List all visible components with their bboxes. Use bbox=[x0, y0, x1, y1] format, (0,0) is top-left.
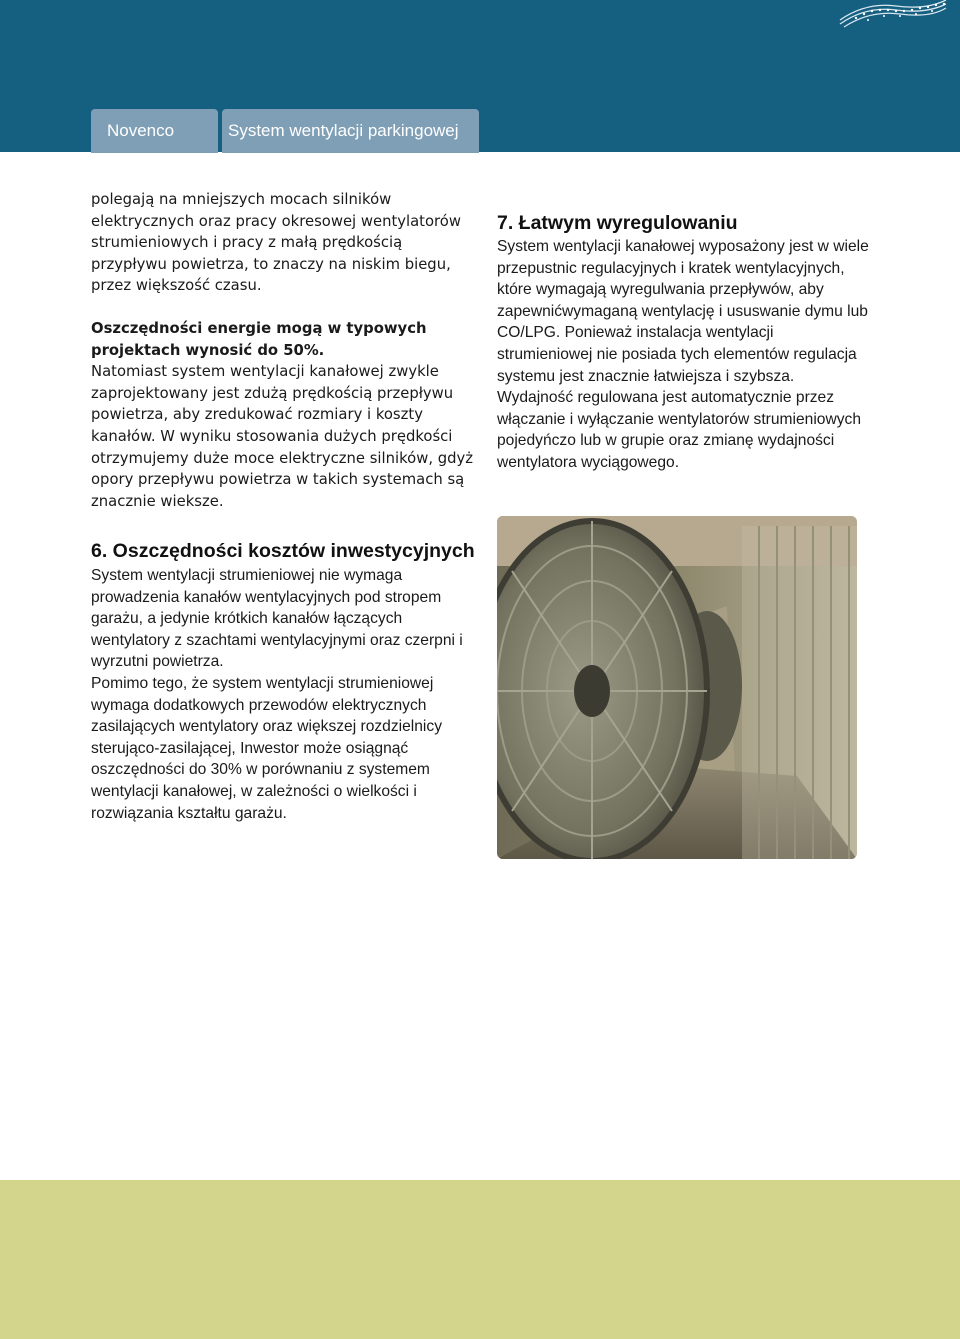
section-6 bbox=[91, 537, 476, 824]
section-7-heading: 7. Łatwym wyregulowaniu bbox=[497, 212, 738, 234]
left-column-intro bbox=[91, 189, 476, 512]
duct-comparison-a: Natomiast system wentylacji kanałowej zwykle zaprojektowany jest zdużą prędkością przepływu powietrza, aby zredukować rozmiary i koszty kanałów. bbox=[91, 363, 454, 445]
section-7-paragraph: System wentylacji kanałowej wyposażony jest w wiele przepustnic regulacyjnych i kratek wentylacyjnych, które wymagają wyregulwania przepływów, aby zapewnićwymaganą wentylację i ususwanie dymu lub CO/LPG. Ponieważ instalacja wentylacji strumieniowej nie posiada tych elementów regulacja systemu jest znacznie łatwiejsza i szybsza. Wydajność regulowana jest automatycznie przez włączanie i wyłączanie wentylatorów strumieniowych pojedyńczo lub w grupie oraz zmianę wydajności wentylatora wyciągowego. bbox=[497, 238, 869, 471]
duct-comparison-paragraph bbox=[91, 361, 476, 512]
section-6-heading: 6. Oszczędności kosztów inwestycyjnych bbox=[91, 540, 475, 562]
jet-fan-photo bbox=[497, 516, 857, 859]
jet-fan-photo-illustration bbox=[497, 516, 857, 859]
section-6-paragraph-1: System wentylacji strumieniowej nie wymaga prowadzenia kanałów wentylacyjnych pod stropem garażu, a jedynie krótkich kanałów łączących wentylatory z szachtami wentylacyjnymi oraz czerpni i wyrzutni powietrza. bbox=[91, 567, 463, 671]
tab-system-wentylacji[interactable]: System wentylacji parkingowej bbox=[222, 109, 479, 153]
section-6-paragraph-2: Pomimo tego, że system wentylacji strumieniowej wymaga dodatkowych przewodów elektrycznych zasilających wentylatory oraz większej rozdzielnicy sterująco-zasilającej, Inwestor może osiągnąć oszczędności do 30% w porównaniu z systemem wentylacji kanałowej, w zależności o wielkości i rozwiązania kształtu garażu. bbox=[91, 674, 442, 822]
brand-logo-icon bbox=[836, 0, 948, 28]
intro-paragraph: polegają na mniejszych mocach silników elektrycznych oraz pracy okresowej wentylatorów strumieniowych i pracy z małą prędkością przypływu powietrza, to znaczy na niskim biegu, przez większość czasu. bbox=[91, 191, 461, 295]
section-7 bbox=[497, 210, 869, 474]
tab-novenco[interactable]: Novenco bbox=[91, 109, 218, 153]
duct-comparison-b: W wyniku stosowania dużych prędkości otrzymujemy duże moce elektryczne silników, gdyż opory przepływu powietrza w takich systemach są znacznie wieksze. bbox=[91, 427, 474, 510]
header-band bbox=[0, 0, 960, 152]
energy-savings-heading: Oszczędności energie mogą w typowych projektach wynosić do 50%. bbox=[91, 319, 427, 359]
footer-band bbox=[0, 1180, 960, 1339]
